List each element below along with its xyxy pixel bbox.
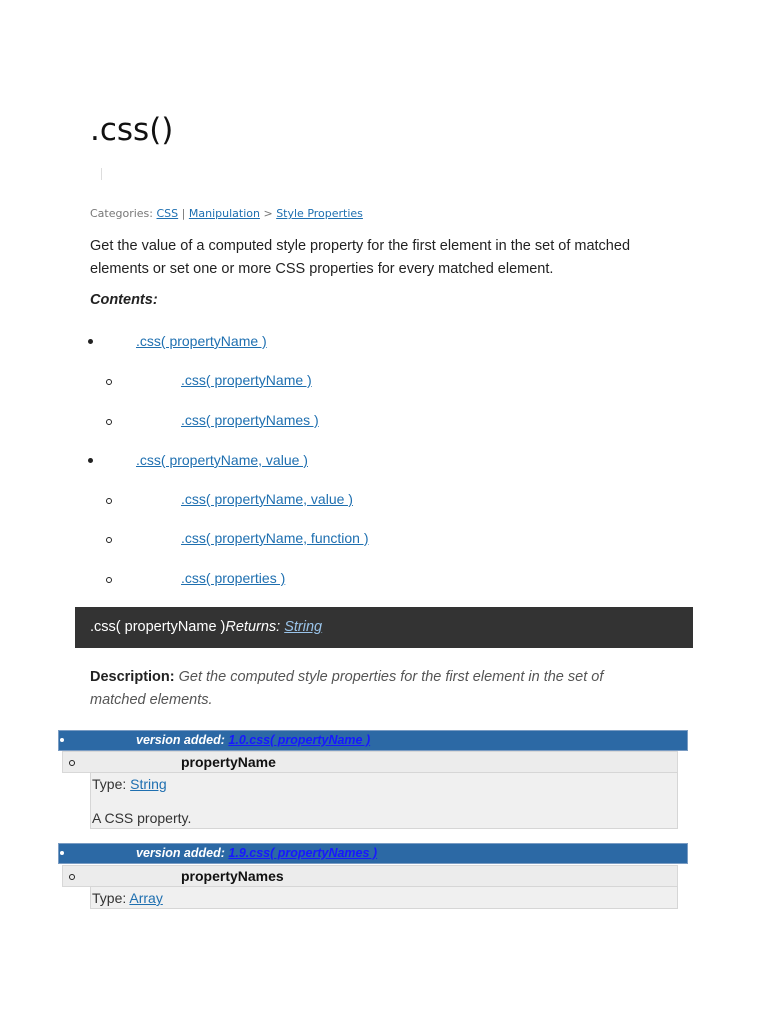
param-details [90, 772, 678, 829]
type-label: Type: [92, 890, 127, 906]
toc-link[interactable]: .css( propertyName ) [181, 372, 312, 388]
list-bullet-icon [106, 419, 112, 425]
list-bullet-icon [88, 458, 93, 463]
param-description: A CSS property. [92, 810, 192, 826]
description-text: Get the computed style properties for the first element in the set of matched elements. [90, 669, 604, 708]
page-title: .css() [90, 112, 174, 148]
param-name: propertyNames [181, 868, 284, 884]
version-link[interactable]: 1.9.css( propertyNames ) [228, 846, 378, 860]
list-bullet-icon [106, 379, 112, 385]
param-details [90, 886, 678, 909]
toc-link[interactable]: .css( propertyName, value ) [181, 491, 353, 507]
type-link[interactable]: String [130, 776, 167, 792]
signature-header [75, 607, 693, 648]
list-bullet-icon [69, 874, 75, 880]
list-bullet-icon [60, 738, 64, 742]
list-bullet-icon [69, 760, 75, 766]
toc-link[interactable]: .css( propertyNames ) [181, 412, 319, 428]
description-block [90, 666, 650, 712]
returns-label: Returns: [225, 619, 281, 635]
toc-link[interactable]: .css( propertyName, value ) [136, 452, 308, 468]
list-bullet-icon [60, 851, 64, 855]
version-link[interactable]: 1.0.css( propertyName ) [228, 733, 371, 747]
type-label: Type: [92, 776, 127, 792]
toc-link[interactable]: .css( properties ) [181, 570, 286, 586]
category-separator: > [263, 207, 273, 220]
intro-text: Get the value of a computed style property for the first element in the set of matched elements or set one or more CSS properties for every matched element. [90, 238, 631, 277]
version-added-label: version added: [136, 733, 225, 747]
version-added-bar [58, 843, 688, 864]
list-bullet-icon [88, 339, 93, 344]
signature-name: .css( propertyName ) [90, 619, 226, 635]
title-divider-tick [101, 168, 102, 180]
list-bullet-icon [106, 577, 112, 583]
contents-label: Contents: [90, 292, 158, 308]
returns-type-link[interactable]: String [284, 619, 323, 635]
version-added-bar [58, 730, 688, 751]
param-row [62, 865, 678, 887]
category-separator: | [181, 207, 186, 220]
categories-label: Categories: [90, 207, 153, 220]
list-bullet-icon [106, 537, 112, 543]
toc-link[interactable]: .css( propertyName, function ) [181, 530, 369, 546]
type-link[interactable]: Array [129, 890, 163, 906]
category-link-style-properties[interactable]: Style Properties [276, 207, 363, 220]
category-link-css[interactable]: CSS [156, 207, 179, 220]
category-link-manipulation[interactable]: Manipulation [188, 207, 260, 220]
categories-breadcrumb [90, 207, 363, 220]
list-bullet-icon [106, 498, 112, 504]
description-label: Description: [90, 669, 175, 685]
toc-link[interactable]: .css( propertyName ) [136, 333, 267, 349]
param-name: propertyName [181, 754, 276, 770]
param-row [62, 751, 678, 773]
version-added-label: version added: [136, 846, 225, 860]
